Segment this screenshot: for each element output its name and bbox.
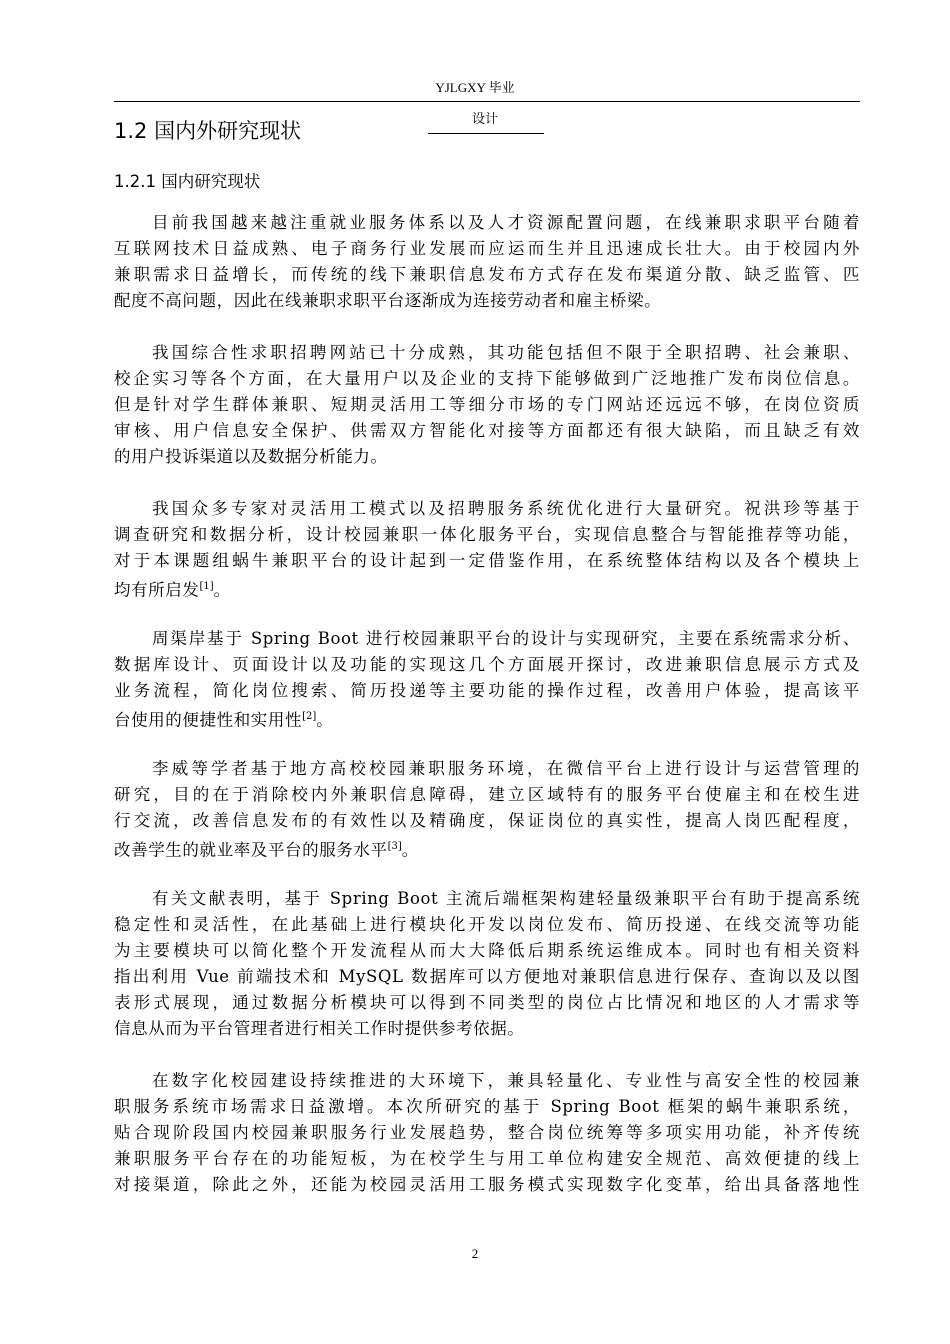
text-line: 兼职服务平台存在的功能短板，为在校学生与用工单位构建安全规范、高效便捷的线上 — [114, 1149, 860, 1168]
text-line: 我国综合性求职招聘网站已十分成熟，其功能包括但不限于全职招聘、社会兼职、 — [152, 343, 860, 362]
text-line: 李威等学者基于地方高校校园兼职服务环境，在微信平台上进行设计与运营管理的 — [152, 759, 860, 778]
header-underline — [428, 133, 544, 134]
citation-marker: [2] — [302, 711, 317, 722]
text-line: 职服务系统市场需求日益激增。本次所研究的基于 Spring Boot 框架的蜗牛兼职系统， — [114, 1097, 860, 1116]
text-line: 均有所启发[1]。 — [114, 580, 231, 600]
section-heading: 1.2 国内外研究现状 — [114, 119, 302, 143]
text-line: 调查研究和数据分析，设计校园兼职一体化服务平台，实现信息整合与智能推荐等功能， — [114, 525, 860, 544]
running-header-continued: 设计 — [472, 112, 499, 127]
text-line: 的用户投诉渠道以及数据分析能力。 — [114, 447, 388, 466]
text-line: 但是针对学生群体兼职、短期灵活用工等细分市场的专门网站还远远不够，在岗位资质 — [114, 395, 860, 414]
text-line: 对于本课题组蜗牛兼职平台的设计起到一定借鉴作用，在系统整体结构以及各个模块上 — [114, 551, 860, 570]
text-line: 配度不高问题，因此在线兼职求职平台逐渐成为连接劳动者和雇主桥梁。 — [114, 291, 662, 310]
citation-marker: [1] — [199, 581, 214, 592]
text-line: 对接渠道，除此之外，还能为校园灵活用工服务模式实现数字化变革，给出具备落地性 — [114, 1175, 860, 1194]
text-line: 兼职需求日益增长，而传统的线下兼职信息发布方式存在发布渠道分散、缺乏监管、匹 — [114, 265, 860, 284]
citation-marker: [3] — [387, 841, 402, 852]
text-line: 台使用的便捷性和实用性[2]。 — [114, 710, 334, 730]
text-line: 稳定性和灵活性，在此基础上进行模块化开发以岗位发布、简历投递、在线交流等功能 — [114, 915, 860, 934]
text-line: 在数字化校园建设持续推进的大环境下，兼具轻量化、专业性与高安全性的校园兼 — [152, 1071, 860, 1090]
text-line: 贴合现阶段国内校园兼职服务行业发展趋势，整合岗位统筹等多项实用功能，补齐传统 — [114, 1123, 860, 1142]
subsection-heading: 1.2.1 国内研究现状 — [114, 172, 261, 191]
text-line: 有关文献表明，基于 Spring Boot 主流后端框架构建轻量级兼职平台有助于提高系统 — [152, 889, 860, 908]
text-line: 校企实习等各个方面，在大量用户以及企业的支持下能够做到广泛地推广发布岗位信息。 — [114, 369, 860, 388]
text-line: 业务流程，简化岗位搜索、简历投递等主要功能的操作过程，改善用户体验，提高该平 — [114, 681, 860, 700]
text-line: 数据库设计、页面设计以及功能的实现这几个方面展开探讨，改进兼职信息展示方式及 — [114, 655, 860, 674]
text-line: 表形式展现，通过数据分析模块可以得到不同类型的岗位占比情况和地区的人才需求等 — [114, 993, 860, 1012]
page-number: 2 — [471, 1246, 479, 1261]
text-line: 研究，目的在于消除校内外兼职信息障碍，建立区域特有的服务平台使雇主和在校生进 — [114, 785, 860, 804]
text-line: 周渠岸基于 Spring Boot 进行校园兼职平台的设计与实现研究，主要在系统需求分析、 — [152, 629, 860, 648]
text-line: 审核、用户信息安全保护、供需双方智能化对接等方面都还有很大缺陷，而且缺乏有效 — [114, 421, 860, 440]
text-line: 为主要模块可以简化整个开发流程从而大大降低后期系统运维成本。同时也有相关资料 — [114, 941, 860, 960]
text-line: 行交流，改善信息发布的有效性以及精确度，保证岗位的真实性，提高人岗匹配程度， — [114, 811, 860, 830]
running-header: YJLGXY 毕业 — [435, 80, 515, 95]
text-line: 目前我国越来越注重就业服务体系以及人才资源配置问题，在线兼职求职平台随着 — [152, 213, 860, 232]
text-line: 指出利用 Vue 前端技术和 MySQL 数据库可以方便地对兼职信息进行保存、查询以及以图 — [114, 967, 860, 986]
text-line: 信息从而为平台管理者进行相关工作时提供参考依据。 — [114, 1019, 525, 1038]
text-line: 改善学生的就业率及平台的服务水平[3]。 — [114, 840, 419, 860]
text-line: 我国众多专家对灵活用工模式以及招聘服务系统优化进行大量研究。祝洪珍等基于 — [152, 499, 860, 518]
text-line: 互联网技术日益成熟、电子商务行业发展而应运而生并且迅速成长壮大。由于校园内外 — [114, 239, 860, 258]
header-rule — [114, 101, 860, 102]
